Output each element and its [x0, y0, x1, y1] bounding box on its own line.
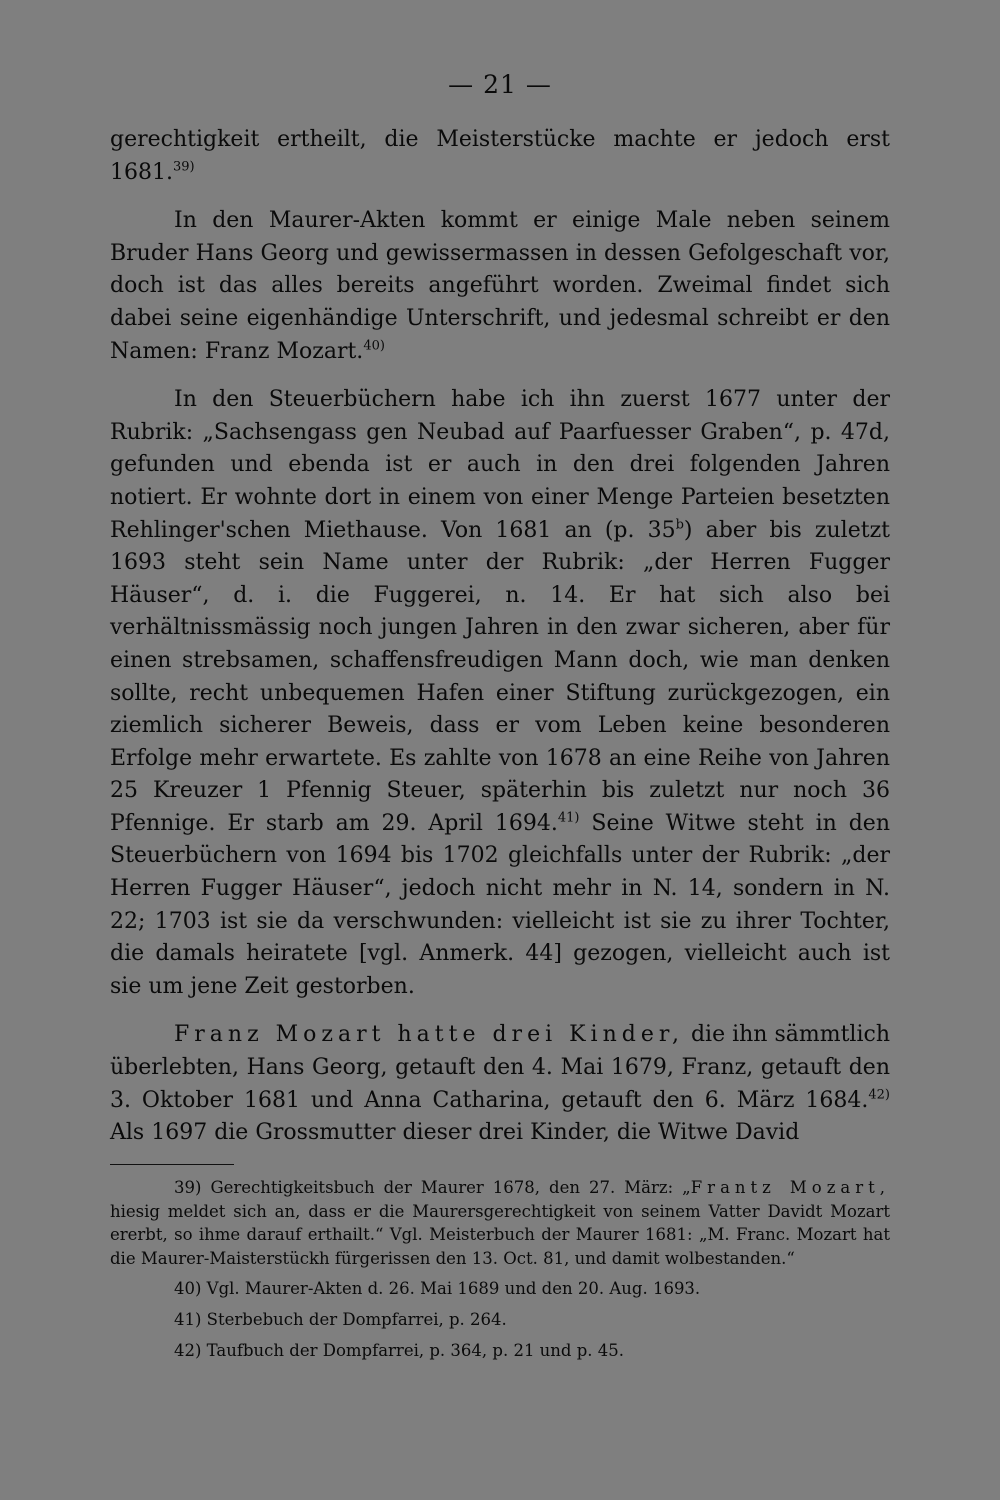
footnote-39	[110, 1176, 890, 1270]
paragraph-text: gerechtigkeit ertheilt, die Meisterstücke machte er jedoch erst 1681.	[110, 127, 890, 185]
footnote-ref-40: 40)	[363, 338, 385, 354]
footnote-text: hiesig meldet sich an, dass er die Maurersgerechtigkeit von seinem Vatter Davidt Mozart ererbt, so ihme darauf erthailt.“ Vgl. Meisterbuch der Maurer 1681: „M. Franc. Mozart hat die Maurer-Maisterstückh fürgerissen den 13. Oct. 81, und damit wolbestanden.“	[110, 1201, 890, 1268]
footnotes	[110, 1176, 890, 1369]
footnote-42: 42) Taufbuch der Dompfarrei, p. 364, p. 21 und p. 45.	[174, 1340, 625, 1360]
spaced-emphasis: Frantz Mozart,	[690, 1178, 891, 1197]
paragraph-continuation	[110, 124, 890, 189]
paragraph-kinder	[110, 1019, 890, 1149]
page-number: — 21 —	[448, 70, 552, 99]
main-text	[110, 124, 890, 1150]
footnote-ref-42: 42)	[868, 1087, 890, 1103]
paragraph-text: die ihn sämmtlich überlebten, Hans Georg, getauft den 4. Mai 1679, Franz, getauft den 3. Oktober 1681 und Anna Catharina, getauft den 6. März 1684.	[110, 1022, 890, 1113]
footnote-ref-41: 41)	[557, 810, 580, 826]
footnote-separator	[110, 1164, 234, 1165]
paragraph-maurer-akten	[110, 205, 890, 368]
footnote-41: 41) Sterbebuch der Dompfarrei, p. 264.	[174, 1309, 507, 1329]
footnote-40: 40) Vgl. Maurer-Akten d. 26. Mai 1689 und den 20. Aug. 1693.	[174, 1279, 701, 1299]
footnote-text: 39) Gerechtigkeitsbuch der Maurer 1678, den 27. März: „	[174, 1178, 691, 1197]
paragraph-text: Seine Witwe steht in den Steuerbüchern von 1694 bis 1702 gleichfalls unter der Rubrik: „der Herren Fugger Häuser“, jedoch nicht mehr in N. 14, sondern in N. 22; 1703 ist sie da verschwunden: vielleicht ist sie zu ihrer Tochter, die damals heiratete [vgl. Anmerk. 44] gezogen, vielleicht auch ist sie um jene Zeit gestorben.	[110, 810, 890, 999]
footnote-ref-39: 39)	[172, 159, 195, 175]
paragraph-steuerbuecher	[110, 384, 890, 1003]
paragraph-text: ) aber bis zuletzt 1693 steht sein Name unter der Rubrik: „der Herren Fugger Häuser“, d. i. die Fuggerei, n. 14. Er hat sich also bei verhältnissmässig noch jungen Jahren in den zwar sicheren, aber für einen strebsamen, schaffensfreudigen Mann doch, wie man denken sollte, recht unbequemen Hafen einer Stiftung zurückgezogen, ein ziemlich sicherer Beweis, dass er vom Leben keine besonderen Erfolge mehr erwartete. Es zahlte von 1678 an eine Reihe von Jahren 25 Kreuzer 1 Pfennig Steuer, späterhin bis zuletzt nur noch 36 Pfennige. Er starb am 29. April 1694.	[110, 517, 890, 836]
superscript-b: b	[675, 517, 684, 533]
paragraph-text: In den Maurer-Akten kommt er einige Male neben seinem Bruder Hans Georg und gewissermassen in dessen Gefolgeschaft vor, doch ist das alles bereits angeführt worden. Zweimal findet sich dabei seine eigenhändige Unterschrift, und jedesmal schreibt er den Namen: Franz Mozart.	[110, 208, 890, 364]
paragraph-text: Als 1697 die Grossmutter dieser drei Kinder, die Witwe David	[110, 1120, 800, 1146]
paragraph-text: In den Steuerbüchern habe ich ihn zuerst 1677 unter der Rubrik: „Sachsengass gen Neubad auf Paarfuesser Graben“, p. 47d, gefunden und ebenda ist er auch in den drei folgenden Jahren notiert. Er wohnte dort in einem von einer Menge Parteien besetzten Rehlinger'schen Miethause. Von 1681 an (p. 35	[110, 387, 890, 543]
spaced-emphasis: Franz Mozart hatte drei Kinder,	[174, 1022, 684, 1048]
